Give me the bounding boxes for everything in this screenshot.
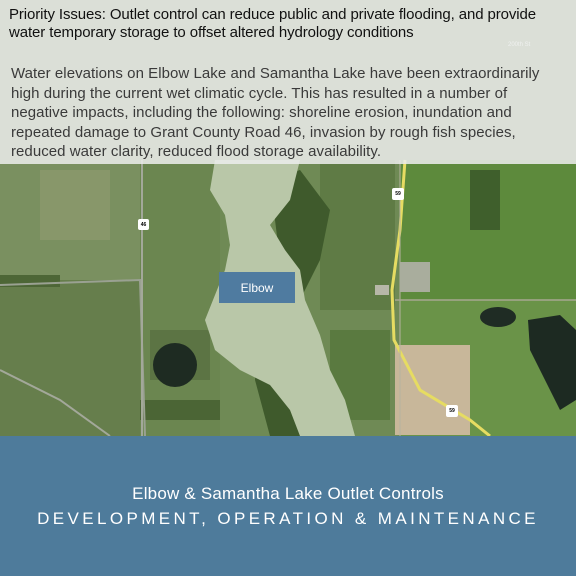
lake-label-elbow: Elbow xyxy=(219,272,295,303)
road-shield-59-top-label: 59 xyxy=(395,191,401,197)
banner-title: Elbow & Samantha Lake Outlet Controls xyxy=(132,484,444,503)
bottom-banner xyxy=(0,436,576,576)
road-shield-59-bottom-label: 59 xyxy=(449,408,455,414)
road-shield-59-top xyxy=(392,188,404,200)
slide-title: Priority Issues: Outlet control can reduce public and private flooding, and provide water temporary storage to offset altered hydrology conditions xyxy=(9,6,536,41)
slide-body: Water elevations on Elbow Lake and Samantha Lake have been extraordinarily high during the current wet climatic cycle. This has resulted in a number of negative impacts, including the following: shoreline erosion, inundation and repeated damage to Grant County Road 46, invasion by rough fish species, reduced water clarity, reduced flood storage availability. xyxy=(11,65,540,160)
banner-subtitle: DEVELOPMENT, OPERATION & MAINTENANCE xyxy=(37,509,539,528)
road-shield-59-bottom xyxy=(446,405,458,417)
road-shield-46-label: 46 xyxy=(140,221,147,228)
road-shield-46 xyxy=(138,219,149,230)
text-overlay xyxy=(0,0,576,164)
